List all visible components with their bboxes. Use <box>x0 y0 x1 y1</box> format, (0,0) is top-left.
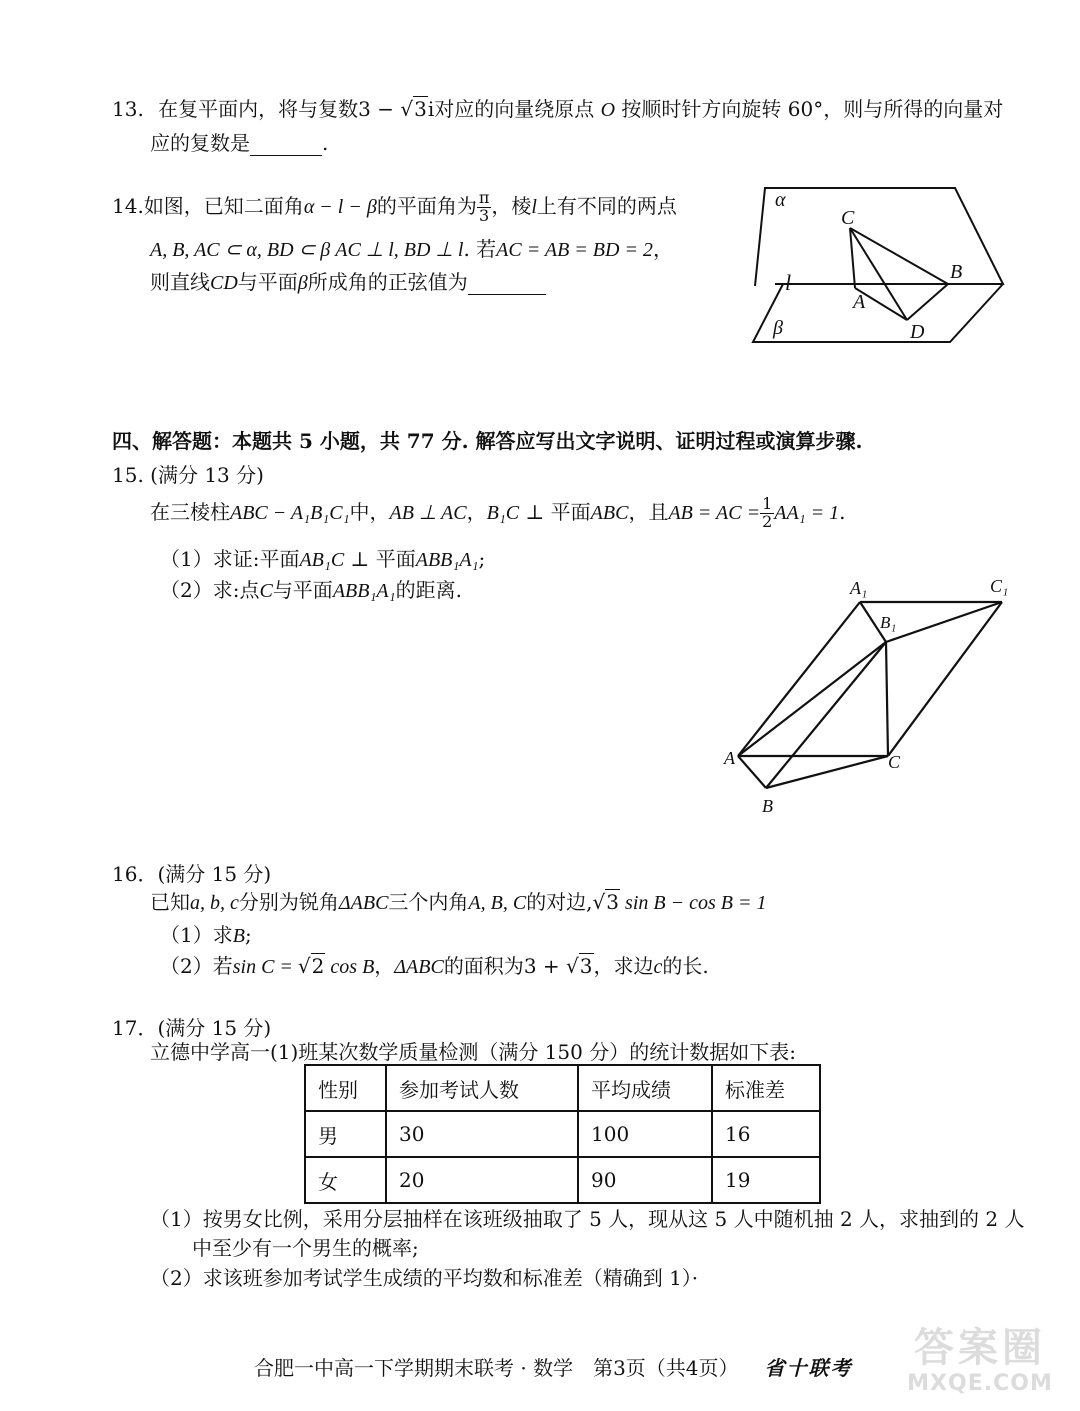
q15-label-B: B <box>762 796 773 816</box>
q16-part2: （2）若sin C = √2 cos B，ΔABC的面积为3 + √3，求边c的长. <box>160 954 709 978</box>
q17-part2: （2）求该班参加考试学生成绩的平均数和标准差（精确到 1）· <box>150 1266 699 1290</box>
watermark-title: 答案圈 <box>914 1325 1046 1371</box>
q15-stem: 在三棱柱ABC − A₁B₁C₁中，AB ⊥ AC，B₁C ⊥ 平面ABC，且AB = AC = $\frac{1}{2}$ AA₁ = 1. <box>150 494 846 531</box>
q16-stem: 已知a, b, c分别为锐角ΔABC三个内角A, B, C的对边,√3 sin B − cos B = 1 <box>150 890 767 914</box>
q17-part1-line1: （1）按男女比例，采用分层抽样在该班级抽取了 5 人，现从这 5 人中随机抽 2 人，求抽到的 2 人 <box>150 1207 1025 1231</box>
q16-number: 16． <box>112 862 158 886</box>
q14-label-beta: β <box>773 317 783 339</box>
footer-text: 合肥一中高一下学期期末联考 · 数学 第3页（共4页） <box>254 1356 739 1380</box>
q14-dihedral-figure <box>745 180 1015 350</box>
q15-label-C: C <box>888 752 901 772</box>
table-header-row <box>305 1065 820 1111</box>
table-cell: 16 <box>712 1111 820 1157</box>
q14-label-A: A <box>853 291 866 313</box>
table-cell: 男 <box>305 1111 386 1157</box>
table-header-cell: 平均成绩 <box>578 1065 712 1111</box>
q15-header: 15. (满分 13 分) <box>112 463 264 487</box>
q13-line2: 应的复数是 . <box>150 131 329 155</box>
q14-line2: A, B, AC ⊂ α, BD ⊂ β AC ⊥ l, BD ⊥ l. 若AC = AB = BD = 2， <box>150 237 673 261</box>
table-cell: 20 <box>386 1157 578 1203</box>
table-row <box>305 1111 820 1157</box>
q13-line1: 13. 在复平面内，将与复数3 − √3i对应的向量绕原点 O 按顺时针方向旋转 60°，则与所得的向量对 <box>112 97 1004 121</box>
q15-part2: （2）求:点C与平面ABB₁A₁的距离. <box>160 578 462 602</box>
table-cell: 100 <box>578 1111 712 1157</box>
q17-stats-table <box>304 1064 821 1204</box>
q14-label-alpha: α <box>775 189 786 211</box>
watermark-url: MXQE.COM <box>907 1371 1053 1396</box>
table-cell: 女 <box>305 1157 386 1203</box>
q16-part1: （1）求B; <box>160 923 252 947</box>
table-cell: 19 <box>712 1157 820 1203</box>
q13-number: 13. <box>112 97 144 121</box>
q14-fraction: $\frac{\pi}{3}$ <box>478 188 490 225</box>
q15-label-A1: A₁ <box>850 578 868 598</box>
q17-number: 17． <box>112 1016 158 1040</box>
table-header-cell: 标准差 <box>712 1065 820 1111</box>
q15-label-A: A <box>724 748 735 768</box>
q17-stem: 立德中学高一(1)班某次数学质量检测（满分 150 分）的统计数据如下表: <box>150 1040 796 1064</box>
q14-line3: 则直线CD与平面β所成角的正弦值为 <box>150 270 546 295</box>
q13-answer-blank <box>250 131 322 156</box>
page-footer <box>254 1352 853 1381</box>
table-row <box>305 1157 820 1203</box>
q14-answer-blank <box>468 270 546 295</box>
q15-part1: （1）求证:平面AB₁C ⊥ 平面ABB₁A₁; <box>160 547 486 571</box>
q15-fraction: $\frac{1}{2}$ <box>762 494 773 531</box>
table-header-cell: 参加考试人数 <box>386 1065 578 1111</box>
footer-brand: 省十联考 <box>764 1356 853 1380</box>
q14-line1: 14.如图，已知二面角α − l − β的平面角为 $\frac{\pi}{3}$ ，棱l上有不同的两点 <box>112 188 677 225</box>
q14-label-l: l <box>785 270 792 295</box>
section-4-heading: 四、解答题：本题共 5 小题，共 77 分. 解答应写出文字说明、证明过程或演算步骤. <box>112 429 863 453</box>
q15-label-B1: B₁ <box>880 613 897 632</box>
q13-sqrt: √3 <box>400 97 427 121</box>
table-cell: 30 <box>386 1111 578 1157</box>
q14-number: 14. <box>112 193 144 218</box>
q15-prism-figure <box>720 570 1020 820</box>
table-header-cell: 性别 <box>305 1065 386 1111</box>
q15-number: 15. <box>112 463 144 487</box>
q14-label-C: C <box>841 207 855 229</box>
q14-label-D: D <box>910 321 925 343</box>
watermark <box>890 1325 1070 1407</box>
q14-label-B: B <box>950 261 963 283</box>
table-cell: 90 <box>578 1157 712 1203</box>
q17-header: 17．(满分 15 分) <box>112 1016 272 1040</box>
q17-part1-line2: 中至少有一个男生的概率; <box>192 1236 419 1260</box>
q15-label-C1: C₁ <box>990 576 1009 596</box>
q16-header: 16．(满分 15 分) <box>112 862 272 886</box>
